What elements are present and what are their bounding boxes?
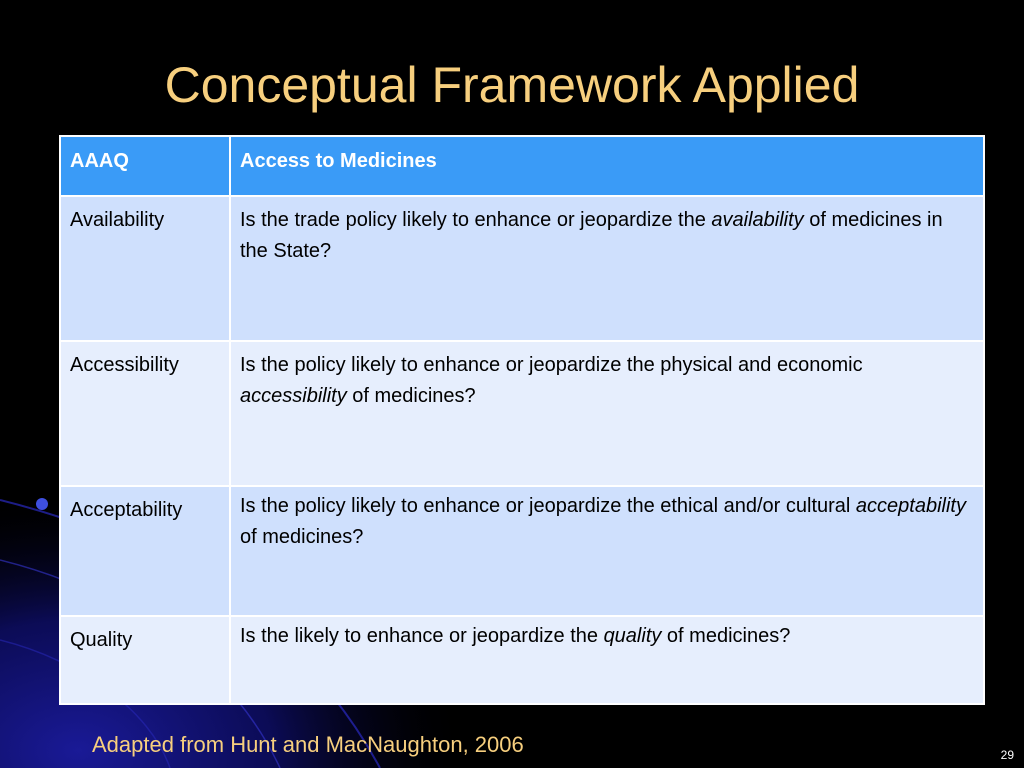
- desc-text-before: Is the likely to enhance or jeopardize the: [240, 625, 604, 647]
- framework-table-container: [59, 135, 983, 700]
- row-label: Acceptability: [60, 486, 230, 616]
- table-row-quality: [60, 616, 984, 704]
- source-citation: Adapted from Hunt and MacNaughton, 2006: [92, 732, 524, 757]
- row-description: [230, 196, 984, 341]
- desc-text-before: Is the policy likely to enhance or jeopardize the physical and economic: [240, 354, 863, 376]
- row-description: [230, 616, 984, 704]
- desc-text-after: of medicines?: [240, 526, 364, 548]
- page-number: 29: [1000, 748, 1014, 762]
- desc-text-after: of medicines?: [661, 625, 791, 647]
- row-description: [230, 341, 984, 486]
- desc-text-before: Is the trade policy likely to enhance or jeopardize the: [240, 209, 712, 231]
- desc-emphasis: quality: [603, 625, 662, 647]
- table-row-acceptability: [60, 486, 984, 616]
- bullet-dot-icon: [36, 498, 48, 510]
- desc-text-before: Is the policy likely to enhance or jeopardize the ethical and/or cultural: [240, 495, 856, 517]
- slide-title: Conceptual Framework Applied: [164, 57, 860, 113]
- desc-text-after: of medicines?: [346, 385, 476, 407]
- header-aaaq: AAAQ: [60, 136, 230, 196]
- table-row-availability: [60, 196, 984, 341]
- row-description: [230, 486, 984, 616]
- desc-text-after: of medicines in the State?: [240, 209, 943, 262]
- framework-table: [59, 135, 985, 705]
- header-access-to-medicines: Access to Medicines: [230, 136, 984, 196]
- desc-emphasis: availability: [711, 209, 804, 231]
- row-label: Availability: [60, 196, 230, 341]
- row-label: Quality: [60, 616, 230, 704]
- table-header-row: [60, 136, 984, 196]
- desc-emphasis: acceptability: [855, 495, 966, 517]
- row-label: Accessibility: [60, 341, 230, 486]
- table-row-accessibility: [60, 341, 984, 486]
- desc-emphasis: accessibility: [240, 385, 347, 407]
